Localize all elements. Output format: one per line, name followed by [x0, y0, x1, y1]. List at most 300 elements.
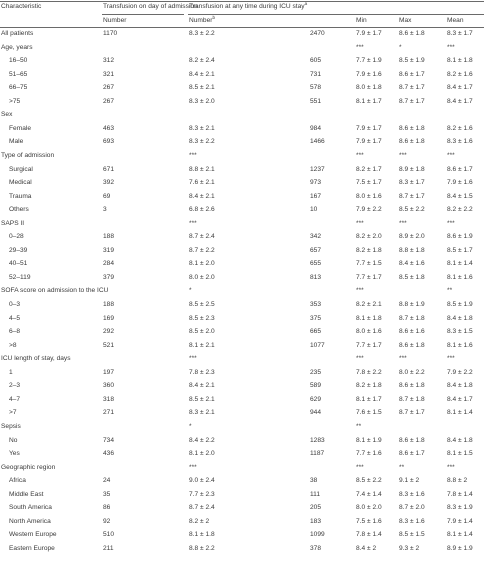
table-row — [0, 379, 484, 393]
icu-min-cell: 8.5 ± 2.2 — [356, 477, 382, 485]
icu-min-cell: 7.9 ± 1.7 — [356, 124, 382, 132]
icu-min-cell: 8.2 ± 1.8 — [356, 382, 382, 390]
admission-value-cell: 8.3 ± 2.0 — [189, 97, 215, 105]
icu-min-cell: 7.7 ± 1.9 — [356, 57, 382, 65]
admission-number-cell: 24 — [103, 477, 111, 485]
icu-min-cell: *** — [356, 355, 364, 363]
admission-number-cell: 318 — [103, 395, 115, 403]
row-label: Eastern Europe — [9, 544, 55, 552]
icu-max-cell: 8.7 ± 1.8 — [399, 314, 425, 322]
icu-min-cell: *** — [356, 287, 364, 295]
icu-max-cell: 9.1 ± 2 — [399, 477, 420, 485]
column-header-max: Max — [399, 16, 412, 24]
admission-value-cell: * — [189, 422, 192, 430]
icu-max-cell: 8.5 ± 2.2 — [399, 206, 425, 214]
icu-number-cell: 984 — [310, 124, 322, 132]
table-row — [0, 176, 484, 190]
table-row — [0, 284, 484, 298]
admission-value-cell: 8.3 ± 2.2 — [189, 30, 215, 38]
icu-mean-cell: 8.6 ± 1.7 — [447, 165, 473, 173]
icu-number-cell: 1237 — [310, 165, 325, 173]
icu-min-cell: 7.7 ± 1.7 — [356, 341, 382, 349]
row-label: Geographic region — [1, 463, 56, 471]
icu-number-cell: 378 — [310, 544, 322, 552]
icu-mean-cell: *** — [447, 355, 455, 363]
row-label: South America — [9, 504, 52, 512]
table-row — [0, 393, 484, 407]
table-row — [0, 27, 484, 41]
row-label: 66–75 — [9, 84, 28, 92]
icu-max-cell: 8.6 ± 1.6 — [399, 328, 425, 336]
icu-number-cell: 1283 — [310, 436, 325, 444]
admission-number-cell: 1170 — [103, 30, 118, 38]
icu-min-cell: 8.0 ± 1.8 — [356, 84, 382, 92]
icu-number-cell: 1077 — [310, 341, 325, 349]
icu-max-cell: 8.7 ± 1.7 — [399, 84, 425, 92]
header-row-1 — [0, 0, 484, 14]
icu-min-cell: 7.8 ± 1.4 — [356, 531, 382, 539]
admission-number-cell: 3 — [103, 206, 107, 214]
icu-max-cell: 8.6 ± 1.8 — [399, 382, 425, 390]
table-row — [0, 406, 484, 420]
row-label: 0–28 — [9, 233, 24, 241]
icu-mean-cell: 8.3 ± 1.5 — [447, 328, 473, 336]
icu-number-cell: 655 — [310, 260, 322, 268]
column-header-number-icu: Number$^b$ — [189, 14, 216, 24]
table-row — [0, 352, 484, 366]
icu-max-cell: 8.3 ± 1.6 — [399, 490, 425, 498]
admission-value-cell: 8.8 ± 2.1 — [189, 165, 215, 173]
admission-number-cell: 510 — [103, 531, 115, 539]
admission-number-cell: 734 — [103, 436, 115, 444]
icu-min-cell: 8.2 ± 2.1 — [356, 301, 382, 309]
icu-min-cell: 7.9 ± 2.2 — [356, 206, 382, 214]
row-label: 4–7 — [9, 395, 21, 403]
icu-number-cell: 1099 — [310, 531, 325, 539]
icu-max-cell: *** — [399, 355, 407, 363]
row-label: >8 — [9, 341, 17, 349]
icu-number-cell: 551 — [310, 97, 322, 105]
admission-number-cell: 69 — [103, 192, 111, 200]
row-label: Yes — [9, 450, 20, 458]
admission-number-cell: 211 — [103, 544, 114, 552]
icu-mean-cell: 8.1 ± 1.6 — [447, 273, 473, 281]
row-label: 2–3 — [9, 382, 21, 390]
icu-max-cell: 8.4 ± 1.6 — [399, 260, 425, 268]
admission-value-cell: 6.8 ± 2.6 — [189, 206, 215, 214]
icu-max-cell: 8.6 ± 1.8 — [399, 436, 425, 444]
icu-number-cell: 731 — [310, 70, 322, 78]
icu-mean-cell: 8.6 ± 1.9 — [447, 233, 473, 241]
admission-number-cell: 169 — [103, 314, 115, 322]
admission-value-cell: 8.7 ± 2.4 — [189, 233, 215, 241]
admission-number-cell: 188 — [103, 233, 115, 241]
admission-number-cell: 312 — [103, 57, 115, 65]
admission-value-cell: * — [189, 287, 192, 295]
icu-max-cell: 8.6 ± 1.7 — [399, 450, 425, 458]
icu-min-cell: 7.7 ± 1.6 — [356, 450, 382, 458]
admission-number-cell: 292 — [103, 328, 115, 336]
icu-mean-cell: 8.1 ± 1.4 — [447, 409, 473, 417]
admission-value-cell: 8.1 ± 2.0 — [189, 450, 215, 458]
row-label: SAPS II — [1, 219, 25, 227]
row-label: All patients — [1, 30, 34, 38]
admission-number-cell: 197 — [103, 368, 115, 376]
row-label: Male — [9, 138, 24, 146]
table-row — [0, 366, 484, 380]
admission-value-cell: *** — [189, 355, 197, 363]
table-row — [0, 339, 484, 353]
admission-value-cell: 7.7 ± 2.3 — [189, 490, 215, 498]
icu-min-cell: *** — [356, 43, 364, 51]
icu-max-cell: 8.8 ± 1.9 — [399, 301, 425, 309]
icu-max-cell: 8.5 ± 1.9 — [399, 57, 425, 65]
row-label: >7 — [9, 409, 17, 417]
icu-mean-cell: 7.9 ± 1.4 — [447, 517, 473, 525]
row-label: 16–50 — [9, 57, 28, 65]
admission-value-cell: 7.8 ± 2.3 — [189, 368, 215, 376]
icu-number-cell: 813 — [310, 273, 322, 281]
admission-value-cell: 8.4 ± 2.1 — [189, 382, 215, 390]
table-row — [0, 461, 484, 475]
icu-max-cell: 8.7 ± 1.7 — [399, 192, 425, 200]
table-row — [0, 271, 484, 285]
icu-number-cell: 578 — [310, 84, 322, 92]
row-label: Western Europe — [9, 531, 57, 539]
row-label: ICU length of stay, days — [1, 355, 71, 363]
admission-value-cell: 8.1 ± 1.8 — [189, 531, 215, 539]
admission-value-cell: 7.6 ± 2.1 — [189, 179, 215, 187]
row-label: Female — [9, 124, 31, 132]
admission-value-cell: 8.1 ± 2.1 — [189, 341, 215, 349]
icu-max-cell: 8.7 ± 2.0 — [399, 504, 425, 512]
admission-number-cell: 188 — [103, 301, 115, 309]
admission-value-cell: 8.5 ± 2.5 — [189, 301, 215, 309]
icu-min-cell: 8.1 ± 1.8 — [356, 314, 382, 322]
icu-max-cell: 8.7 ± 1.7 — [399, 409, 425, 417]
row-label: 40–51 — [9, 260, 28, 268]
icu-max-cell: 8.3 ± 1.6 — [399, 517, 425, 525]
row-label: Middle East — [9, 490, 44, 498]
admission-value-cell: 8.1 ± 2.0 — [189, 260, 215, 268]
table-row — [0, 515, 484, 529]
table-row — [0, 528, 484, 542]
table-row — [0, 312, 484, 326]
icu-mean-cell: 8.2 ± 1.6 — [447, 124, 473, 132]
admission-value-cell: 8.3 ± 2.1 — [189, 409, 215, 417]
table-row — [0, 298, 484, 312]
admission-value-cell: 8.2 ± 2.4 — [189, 57, 215, 65]
row-label: 51–65 — [9, 70, 28, 78]
row-label: Others — [9, 206, 29, 214]
admission-value-cell: 8.4 ± 2.1 — [189, 192, 215, 200]
icu-number-cell: 353 — [310, 301, 322, 309]
icu-max-cell: 8.6 ± 1.8 — [399, 341, 425, 349]
icu-max-cell: 8.7 ± 1.7 — [399, 97, 425, 105]
admission-value-cell: 9.0 ± 2.4 — [189, 477, 215, 485]
icu-min-cell: *** — [356, 152, 364, 160]
icu-min-cell: 7.5 ± 1.7 — [356, 179, 382, 187]
icu-mean-cell: 8.4 ± 1.8 — [447, 436, 473, 444]
admission-number-cell: 267 — [103, 84, 115, 92]
icu-mean-cell: 8.1 ± 1.4 — [447, 260, 473, 268]
table-row — [0, 41, 484, 55]
admission-number-cell: 92 — [103, 517, 111, 525]
icu-max-cell: 8.9 ± 2.0 — [399, 233, 425, 241]
footnote-marker-a: a — [304, 0, 308, 6]
icu-max-cell: * — [399, 43, 402, 51]
icu-mean-cell: ** — [447, 287, 453, 295]
table-row — [0, 54, 484, 68]
icu-mean-cell: 7.9 ± 1.6 — [447, 179, 473, 187]
admission-value-cell: 8.3 ± 2.2 — [189, 138, 215, 146]
icu-number-cell: 1187 — [310, 450, 325, 458]
icu-mean-cell: *** — [447, 463, 455, 471]
table-row — [0, 108, 484, 122]
admission-number-cell: 271 — [103, 409, 115, 417]
column-group-transfusion-admission: Transfusion on day of admission — [103, 3, 198, 10]
column-header-characteristic: Characteristic — [1, 3, 42, 10]
icu-mean-cell: 8.4 ± 1.8 — [447, 314, 473, 322]
icu-min-cell: 8.0 ± 1.6 — [356, 328, 382, 336]
admission-number-cell: 392 — [103, 179, 115, 187]
icu-max-cell: 8.3 ± 1.7 — [399, 179, 425, 187]
column-header-mean: Mean — [447, 16, 464, 24]
icu-max-cell: 8.6 ± 1.7 — [399, 70, 425, 78]
icu-mean-cell: 8.3 ± 1.6 — [447, 138, 473, 146]
icu-mean-cell: *** — [447, 152, 455, 160]
icu-max-cell: 8.6 ± 1.8 — [399, 30, 425, 38]
icu-min-cell: *** — [356, 219, 364, 227]
icu-mean-cell: 8.2 ± 2.2 — [447, 206, 473, 214]
icu-number-cell: 235 — [310, 368, 322, 376]
icu-number-cell: 342 — [310, 233, 322, 241]
icu-mean-cell: 8.4 ± 1.8 — [447, 382, 473, 390]
row-label: Type of admission — [1, 152, 55, 160]
table-row — [0, 163, 484, 177]
icu-max-cell: ** — [399, 463, 405, 471]
admission-value-cell: 8.5 ± 2.0 — [189, 328, 215, 336]
admission-number-cell: 463 — [103, 124, 115, 132]
icu-number-cell: 2470 — [310, 30, 325, 38]
icu-max-cell: 8.7 ± 1.8 — [399, 395, 425, 403]
icu-number-cell: 973 — [310, 179, 322, 187]
row-label: Sex — [1, 111, 13, 119]
table-row — [0, 420, 484, 434]
icu-min-cell: 8.1 ± 1.7 — [356, 395, 382, 403]
icu-number-cell: 665 — [310, 328, 322, 336]
icu-number-cell: 183 — [310, 517, 322, 525]
admission-value-cell: 8.7 ± 2.4 — [189, 504, 215, 512]
row-label: Medical — [9, 179, 32, 187]
table-row — [0, 474, 484, 488]
icu-number-cell: 205 — [310, 504, 322, 512]
icu-mean-cell: 8.4 ± 1.7 — [447, 84, 473, 92]
row-label: SOFA score on admission to the ICU — [1, 287, 109, 295]
table-row — [0, 217, 484, 231]
admission-value-cell: 8.5 ± 2.3 — [189, 314, 215, 322]
admission-value-cell: *** — [189, 219, 197, 227]
icu-number-cell: 10 — [310, 206, 318, 214]
icu-max-cell: 8.6 ± 1.8 — [399, 138, 425, 146]
icu-number-cell: 38 — [310, 477, 318, 485]
table-row — [0, 81, 484, 95]
icu-number-cell: 605 — [310, 57, 322, 65]
icu-mean-cell: 8.1 ± 1.4 — [447, 531, 473, 539]
table-row — [0, 149, 484, 163]
table-row — [0, 542, 484, 556]
footnote-marker-b: b — [212, 14, 216, 20]
row-label: 1 — [9, 368, 13, 376]
admission-value-cell: *** — [189, 152, 197, 160]
icu-mean-cell: 8.3 ± 1.7 — [447, 30, 473, 38]
icu-mean-cell: 8.1 ± 1.8 — [447, 57, 473, 65]
icu-min-cell: 7.7 ± 1.5 — [356, 260, 382, 268]
icu-min-cell: 8.2 ± 2.0 — [356, 233, 382, 241]
icu-min-cell: 7.5 ± 1.6 — [356, 517, 382, 525]
table-row — [0, 230, 484, 244]
row-label: 52–119 — [9, 273, 31, 281]
table-row — [0, 488, 484, 502]
icu-max-cell: 8.5 ± 1.5 — [399, 531, 425, 539]
admission-value-cell: 8.0 ± 2.0 — [189, 273, 215, 281]
icu-min-cell: 8.2 ± 1.7 — [356, 165, 382, 173]
icu-min-cell: 8.2 ± 1.8 — [356, 246, 382, 254]
icu-min-cell: 8.1 ± 1.7 — [356, 97, 382, 105]
icu-number-cell: 944 — [310, 409, 322, 417]
icu-mean-cell: 8.1 ± 1.6 — [447, 341, 473, 349]
icu-mean-cell: 8.4 ± 1.7 — [447, 97, 473, 105]
row-label: 6–8 — [9, 328, 21, 336]
icu-max-cell: 8.8 ± 1.8 — [399, 246, 425, 254]
row-label: Sepsis — [1, 422, 21, 430]
icu-mean-cell: 7.9 ± 2.2 — [447, 368, 473, 376]
icu-max-cell: 9.3 ± 2 — [399, 544, 420, 552]
column-group-transfusion-icu: Transfusion at any time during ICU stay$^a$ — [189, 0, 308, 10]
admission-number-cell: 267 — [103, 97, 115, 105]
admission-number-cell: 671 — [103, 165, 115, 173]
icu-max-cell: *** — [399, 152, 407, 160]
icu-mean-cell: 8.2 ± 1.6 — [447, 70, 473, 78]
admission-value-cell: 8.8 ± 2.2 — [189, 544, 215, 552]
icu-max-cell: 8.6 ± 1.8 — [399, 124, 425, 132]
table-row — [0, 244, 484, 258]
admission-number-cell: 521 — [103, 341, 115, 349]
row-label: Africa — [9, 477, 26, 485]
icu-number-cell: 589 — [310, 382, 322, 390]
admission-number-cell: 321 — [103, 70, 115, 78]
admission-number-cell: 379 — [103, 273, 115, 281]
icu-number-cell: 375 — [310, 314, 322, 322]
icu-min-cell: 7.6 ± 1.5 — [356, 409, 382, 417]
admission-value-cell: 8.5 ± 2.1 — [189, 395, 215, 403]
table-row — [0, 203, 484, 217]
column-header-number: Number — [103, 16, 127, 24]
admission-value-cell: 8.4 ± 2.1 — [189, 70, 215, 78]
icu-mean-cell: 8.4 ± 1.7 — [447, 395, 473, 403]
table-row — [0, 135, 484, 149]
admission-number-cell: 284 — [103, 260, 115, 268]
table-row — [0, 190, 484, 204]
icu-min-cell: 7.8 ± 2.2 — [356, 368, 382, 376]
admission-number-cell: 319 — [103, 246, 115, 254]
icu-min-cell: 8.1 ± 1.9 — [356, 436, 382, 444]
icu-min-cell: ** — [356, 422, 362, 430]
row-label: >75 — [9, 97, 21, 105]
icu-mean-cell: 8.9 ± 1.9 — [447, 544, 473, 552]
row-label: Surgical — [9, 165, 33, 173]
admission-value-cell: 8.2 ± 2 — [189, 517, 210, 525]
icu-min-cell: 7.4 ± 1.4 — [356, 490, 382, 498]
row-label: North America — [9, 517, 51, 525]
icu-mean-cell: 7.8 ± 1.4 — [447, 490, 473, 498]
admission-value-cell: 8.5 ± 2.1 — [189, 84, 215, 92]
admission-value-cell: 8.7 ± 2.2 — [189, 246, 215, 254]
table-row — [0, 501, 484, 515]
table-row — [0, 68, 484, 82]
row-label: Trauma — [9, 192, 32, 200]
row-label: 29–39 — [9, 246, 28, 254]
icu-mean-cell: 8.1 ± 1.5 — [447, 450, 473, 458]
admission-value-cell: *** — [189, 463, 197, 471]
admission-number-cell: 360 — [103, 382, 115, 390]
icu-max-cell: 8.0 ± 2.2 — [399, 368, 425, 376]
icu-mean-cell: 8.5 ± 1.7 — [447, 246, 473, 254]
icu-min-cell: 7.9 ± 1.7 — [356, 30, 382, 38]
icu-min-cell: 8.0 ± 1.6 — [356, 192, 382, 200]
icu-mean-cell: *** — [447, 219, 455, 227]
icu-mean-cell: 8.8 ± 2 — [447, 477, 468, 485]
icu-min-cell: 7.7 ± 1.7 — [356, 273, 382, 281]
icu-mean-cell: 8.4 ± 1.5 — [447, 192, 473, 200]
table-row — [0, 257, 484, 271]
icu-number-cell: 111 — [310, 490, 321, 498]
table-row — [0, 434, 484, 448]
admission-number-cell: 86 — [103, 504, 111, 512]
icu-min-cell: 7.9 ± 1.6 — [356, 70, 382, 78]
icu-number-cell: 167 — [310, 192, 322, 200]
table-row — [0, 95, 484, 109]
icu-max-cell: 8.5 ± 1.8 — [399, 273, 425, 281]
admission-number-cell: 35 — [103, 490, 111, 498]
row-label: 0–3 — [9, 301, 21, 309]
admission-number-cell: 436 — [103, 450, 115, 458]
admission-number-cell: 693 — [103, 138, 115, 146]
icu-mean-cell: *** — [447, 43, 455, 51]
icu-mean-cell: 8.5 ± 1.9 — [447, 301, 473, 309]
icu-number-cell: 657 — [310, 246, 322, 254]
icu-number-cell: 629 — [310, 395, 322, 403]
table-row — [0, 325, 484, 339]
admission-value-cell: 8.3 ± 2.1 — [189, 124, 215, 132]
table-row — [0, 447, 484, 461]
table-body — [0, 27, 484, 555]
row-label: 4–5 — [9, 314, 21, 322]
icu-min-cell: 7.9 ± 1.7 — [356, 138, 382, 146]
icu-mean-cell: 8.3 ± 1.9 — [447, 504, 473, 512]
row-label: No — [9, 436, 18, 444]
icu-max-cell: 8.9 ± 1.8 — [399, 165, 425, 173]
admission-value-cell: 8.4 ± 2.2 — [189, 436, 215, 444]
column-header-min: Min — [356, 16, 367, 24]
row-label: Age, years — [1, 43, 33, 51]
header-row-2 — [0, 14, 484, 28]
icu-min-cell: *** — [356, 463, 364, 471]
icu-number-cell: 1466 — [310, 138, 325, 146]
icu-min-cell: 8.0 ± 2.0 — [356, 504, 382, 512]
table-row — [0, 122, 484, 136]
icu-min-cell: 8.4 ± 2 — [356, 544, 377, 552]
